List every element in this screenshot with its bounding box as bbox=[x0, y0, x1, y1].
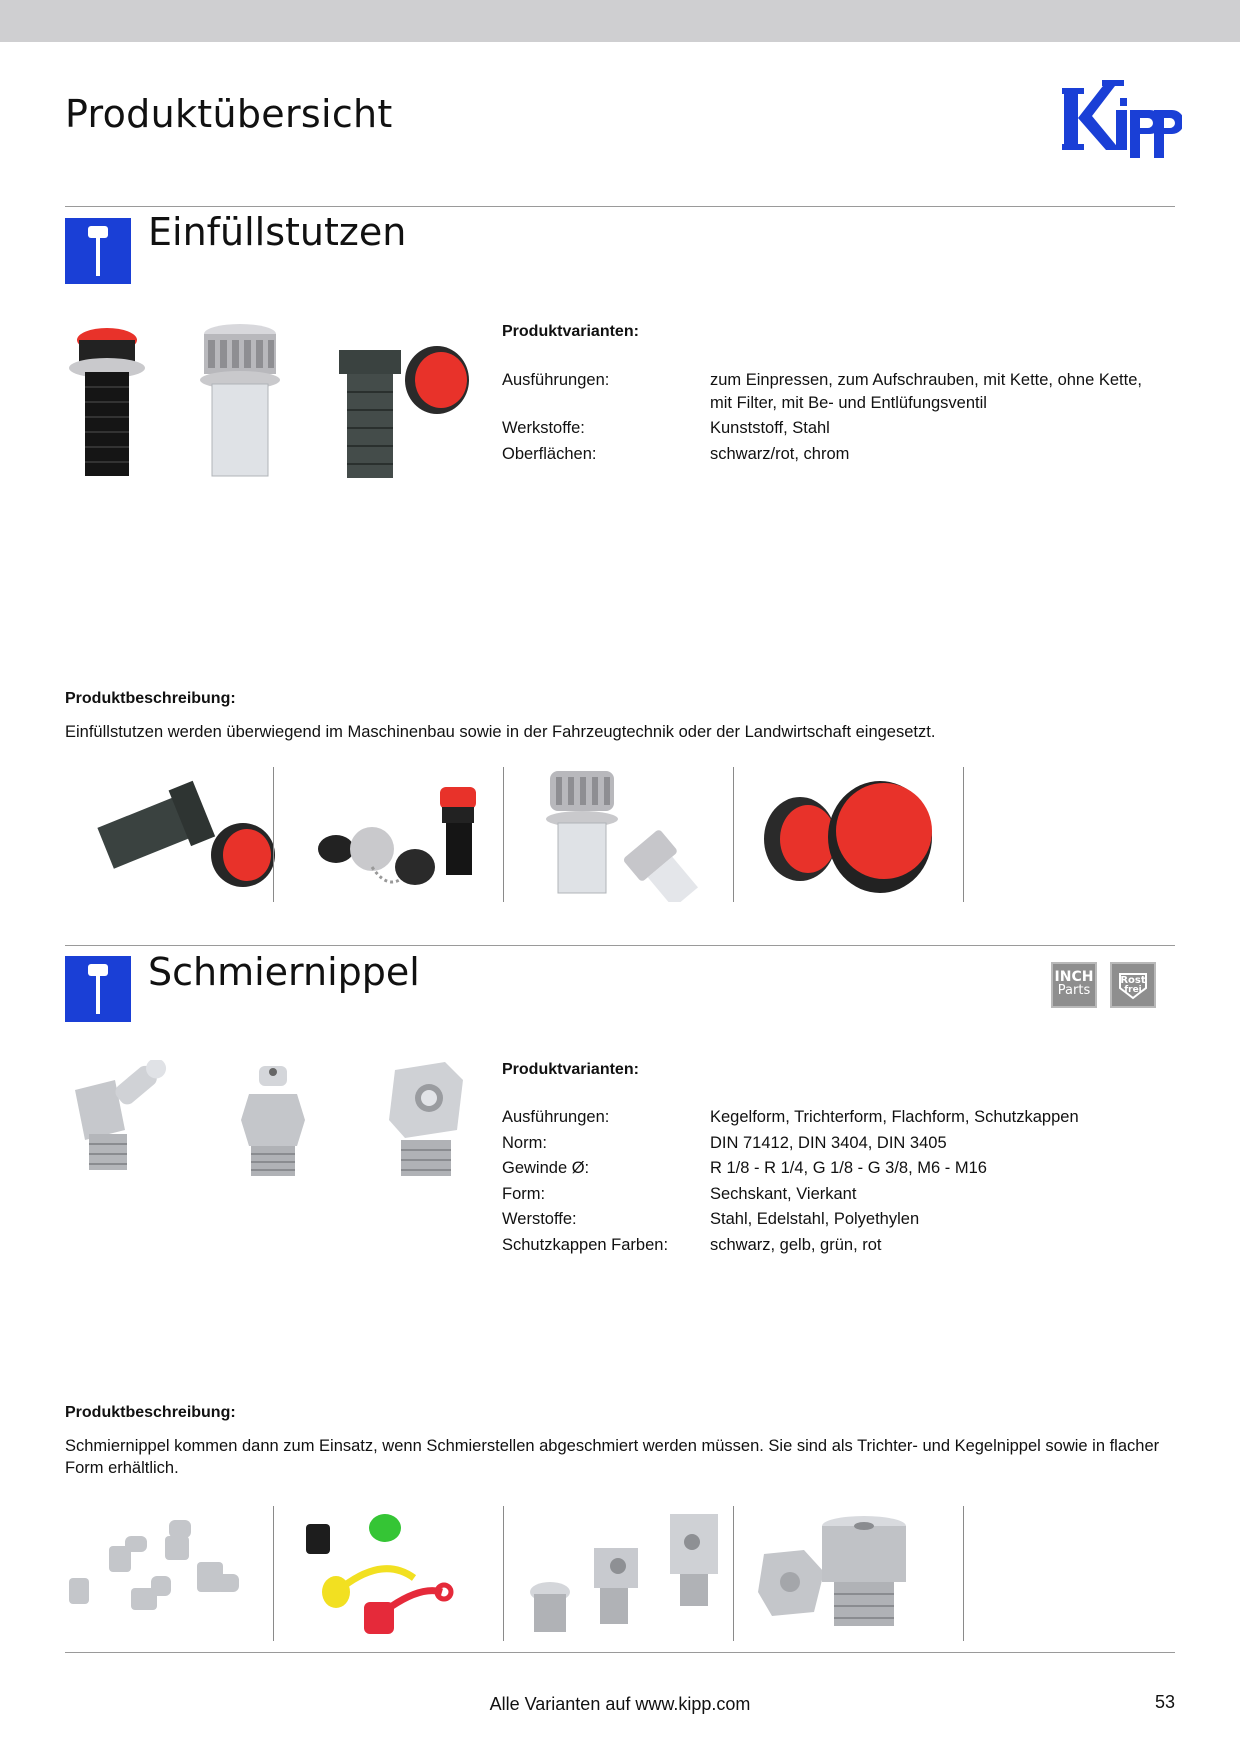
rostfrei-badge bbox=[1110, 962, 1156, 1008]
kipp-logo bbox=[1062, 72, 1182, 164]
section-title: Schmiernippel bbox=[148, 950, 420, 994]
angled-nipple-image bbox=[75, 1060, 171, 1170]
variant-value: schwarz/rot, chrom bbox=[710, 445, 850, 463]
category-icon bbox=[65, 218, 131, 284]
variant-key: Norm: bbox=[502, 1133, 547, 1152]
variant-key: Form: bbox=[502, 1184, 546, 1203]
badge-text: frei bbox=[1124, 985, 1142, 995]
gallery-image bbox=[280, 1506, 510, 1641]
flat-nipple-image bbox=[389, 1062, 463, 1176]
description-heading: Produktbeschreibung: bbox=[65, 690, 236, 707]
chrome-filler-image bbox=[200, 324, 280, 476]
variant-key: Ausführungen: bbox=[502, 1108, 610, 1126]
variant-key: Werstoffe: bbox=[502, 1210, 577, 1228]
straight-nipple-image bbox=[241, 1066, 305, 1176]
gallery-divider bbox=[273, 767, 274, 902]
product-gallery bbox=[65, 767, 965, 902]
page-title: Produktübersicht bbox=[65, 92, 393, 136]
inch-parts-badge bbox=[1051, 962, 1097, 1008]
section-divider bbox=[65, 945, 1175, 946]
variant-key: Schutzkappen Farben: bbox=[502, 1235, 669, 1254]
variants-table bbox=[502, 1106, 1162, 1256]
gallery-image bbox=[510, 1506, 740, 1641]
footer-link-text[interactable]: Alle Varianten auf www.kipp.com bbox=[489, 1694, 751, 1714]
badge-text: INCH bbox=[1054, 969, 1094, 985]
variant-value: Sechskant, Vierkant bbox=[710, 1184, 857, 1203]
gallery-divider bbox=[963, 1506, 964, 1641]
gallery-divider bbox=[963, 767, 964, 902]
variant-value: R 1/8 - R 1/4, G 1/8 - G 3/8, M6 - M16 bbox=[710, 1159, 987, 1177]
product-description: Schmiernippel kommen dann zum Einsatz, wenn Schmierstellen abgeschmiert werden müssen. Sie sind als Trichter- und Kegelnippel sowie in flacher Form erhältlich. bbox=[65, 1437, 1160, 1477]
variant-key: Oberflächen: bbox=[502, 445, 597, 463]
variant-value: DIN 71412, DIN 3404, DIN 3405 bbox=[710, 1133, 947, 1152]
section-title: Einfüllstutzen bbox=[148, 210, 407, 254]
gallery-image bbox=[510, 767, 740, 902]
variant-key: Gewinde Ø: bbox=[502, 1159, 590, 1177]
gallery-image bbox=[280, 767, 510, 902]
page-number: 53 bbox=[1155, 1692, 1176, 1712]
product-image-row bbox=[65, 1060, 485, 1185]
gallery-divider bbox=[503, 1506, 504, 1641]
top-bar bbox=[0, 0, 1240, 42]
section-divider bbox=[65, 206, 1175, 207]
gallery-image bbox=[65, 767, 295, 902]
variant-key: Ausführungen: bbox=[502, 371, 610, 389]
description-heading: Produktbeschreibung: bbox=[65, 1404, 236, 1421]
category-icon bbox=[65, 956, 131, 1022]
variant-value: zum Einpressen, zum Aufschrauben, mit Kette, ohne Kette, mit Filter, mit Be- und Entlüfungsventil bbox=[710, 371, 1142, 412]
variant-key: Werkstoffe: bbox=[502, 419, 585, 437]
gallery-divider bbox=[503, 767, 504, 902]
gallery-divider bbox=[273, 1506, 274, 1641]
footer-divider bbox=[65, 1652, 1175, 1653]
product-description: Einfüllstutzen werden überwiegend im Maschinenbau sowie in der Fahrzeugtechnik oder der Landwirtschaft eingesetzt. bbox=[65, 723, 936, 741]
variants-heading: Produktvarianten: bbox=[502, 1061, 639, 1078]
variants-heading: Produktvarianten: bbox=[502, 323, 639, 340]
product-gallery bbox=[65, 1506, 965, 1641]
variant-value: schwarz, gelb, grün, rot bbox=[710, 1235, 882, 1254]
gallery-image bbox=[740, 767, 970, 902]
gallery-divider bbox=[733, 767, 734, 902]
gallery-image bbox=[740, 1506, 970, 1641]
badge-text: Rost bbox=[1120, 975, 1146, 986]
filler-with-cap-image bbox=[339, 346, 469, 478]
variants-table bbox=[502, 369, 1162, 469]
gallery-divider bbox=[733, 1506, 734, 1641]
gallery-image bbox=[65, 1506, 295, 1641]
product-image-row bbox=[65, 322, 495, 482]
variant-value: Stahl, Edelstahl, Polyethylen bbox=[710, 1210, 920, 1228]
badge-text: Parts bbox=[1057, 983, 1091, 998]
filler-cap-image bbox=[69, 328, 145, 476]
variant-value: Kegelform, Trichterform, Flachform, Schutzkappen bbox=[710, 1108, 1079, 1126]
variant-value: Kunststoff, Stahl bbox=[710, 419, 830, 437]
